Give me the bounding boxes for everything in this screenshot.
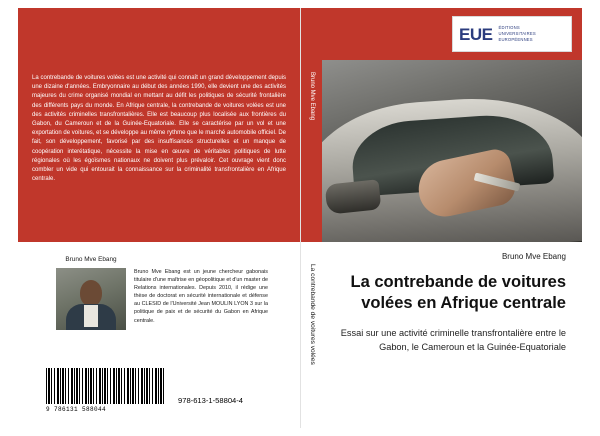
- isbn-number: 978-613-1-58804-4: [178, 396, 244, 405]
- back-cover-red-header: [18, 8, 300, 60]
- author-biography: Bruno Mve Ebang est un jeune chercheur gabonais titulaire d'une maîtrise en géopolitique et d'un master de Relations internationales. Depuis 2010, il rédige une thèse de doctorat en sécurité internationale et défense au CLESID de l'Université Jean MOULIN LYON 3 sur la politique de paix et de sécurité du Gabon en Afrique centrale.: [134, 269, 268, 324]
- author-name-back: Bruno Mve Ebang: [65, 256, 117, 263]
- publisher-logo: [452, 16, 572, 52]
- back-cover: [18, 8, 300, 428]
- publisher-line-2: UNIVERSITAIRES: [498, 31, 536, 36]
- barcode-bars-icon: [46, 368, 164, 404]
- front-cover: [322, 8, 582, 428]
- cover-photo-mirror-shape: [325, 179, 382, 214]
- portrait-shirt-shape: [84, 305, 98, 327]
- front-cover-subtitle: Essai sur une activité criminelle transfrontalière entre le Gabon, le Cameroun et la Guinée-Equatoriale: [340, 328, 566, 352]
- book-spine: [300, 8, 324, 428]
- author-block: [48, 256, 270, 324]
- front-cover-title: La contrebande de voitures volées en Afrique centrale: [350, 273, 566, 312]
- publisher-line-3: EUROPÉENNES: [498, 37, 533, 42]
- back-cover-blurb: La contrebande de voitures volées est une activité qui connaît un grand développement depuis une dizaine d'années. Embryonnaire au début des années 1990, elle devient une des activités majeures du crime organisé mondial en mettant au défit les politiques de sécurité frontalière des différents pays du monde. En Afrique centrale, la contrebande de voitures volées est une des activités criminelles transfrontalières. Elle est beaucoup plus localisée aux frontières du Gabon, du Cameroun et de la Guinée-Equatoriale. Elle se caractérise par un vol et une exportation de voitures, et se développe au même rythme que le marché automobile officiel. De fait, son développement, favorisé par des insuffisances structurelles et un manque de coopération interétatique, nécessite la mise en œuvre de véritables politiques de lutte régionales où les égoïsmes nationaux ne doivent plus prévaloir. Cet ouvrage vient donc combler un vide qui entourait la connaissance sur la criminalité transfrontalière en Afrique centrale.: [32, 75, 286, 183]
- barcode: [46, 368, 164, 414]
- front-cover-author: Bruno Mve Ebang: [501, 252, 566, 261]
- publisher-line-1: ÉDITIONS: [498, 25, 520, 30]
- publisher-logo-mark: EUE: [459, 24, 493, 44]
- cover-photo: [322, 60, 582, 242]
- portrait-head-shape: [80, 280, 102, 306]
- author-portrait-photo: [56, 268, 126, 330]
- publisher-logo-words: [498, 25, 535, 43]
- barcode-number: 9 786131 588044: [46, 406, 107, 413]
- spine-title: La contrebande de voitures volées: [309, 264, 316, 365]
- spine-author: Bruno Mve Ebang: [309, 72, 315, 121]
